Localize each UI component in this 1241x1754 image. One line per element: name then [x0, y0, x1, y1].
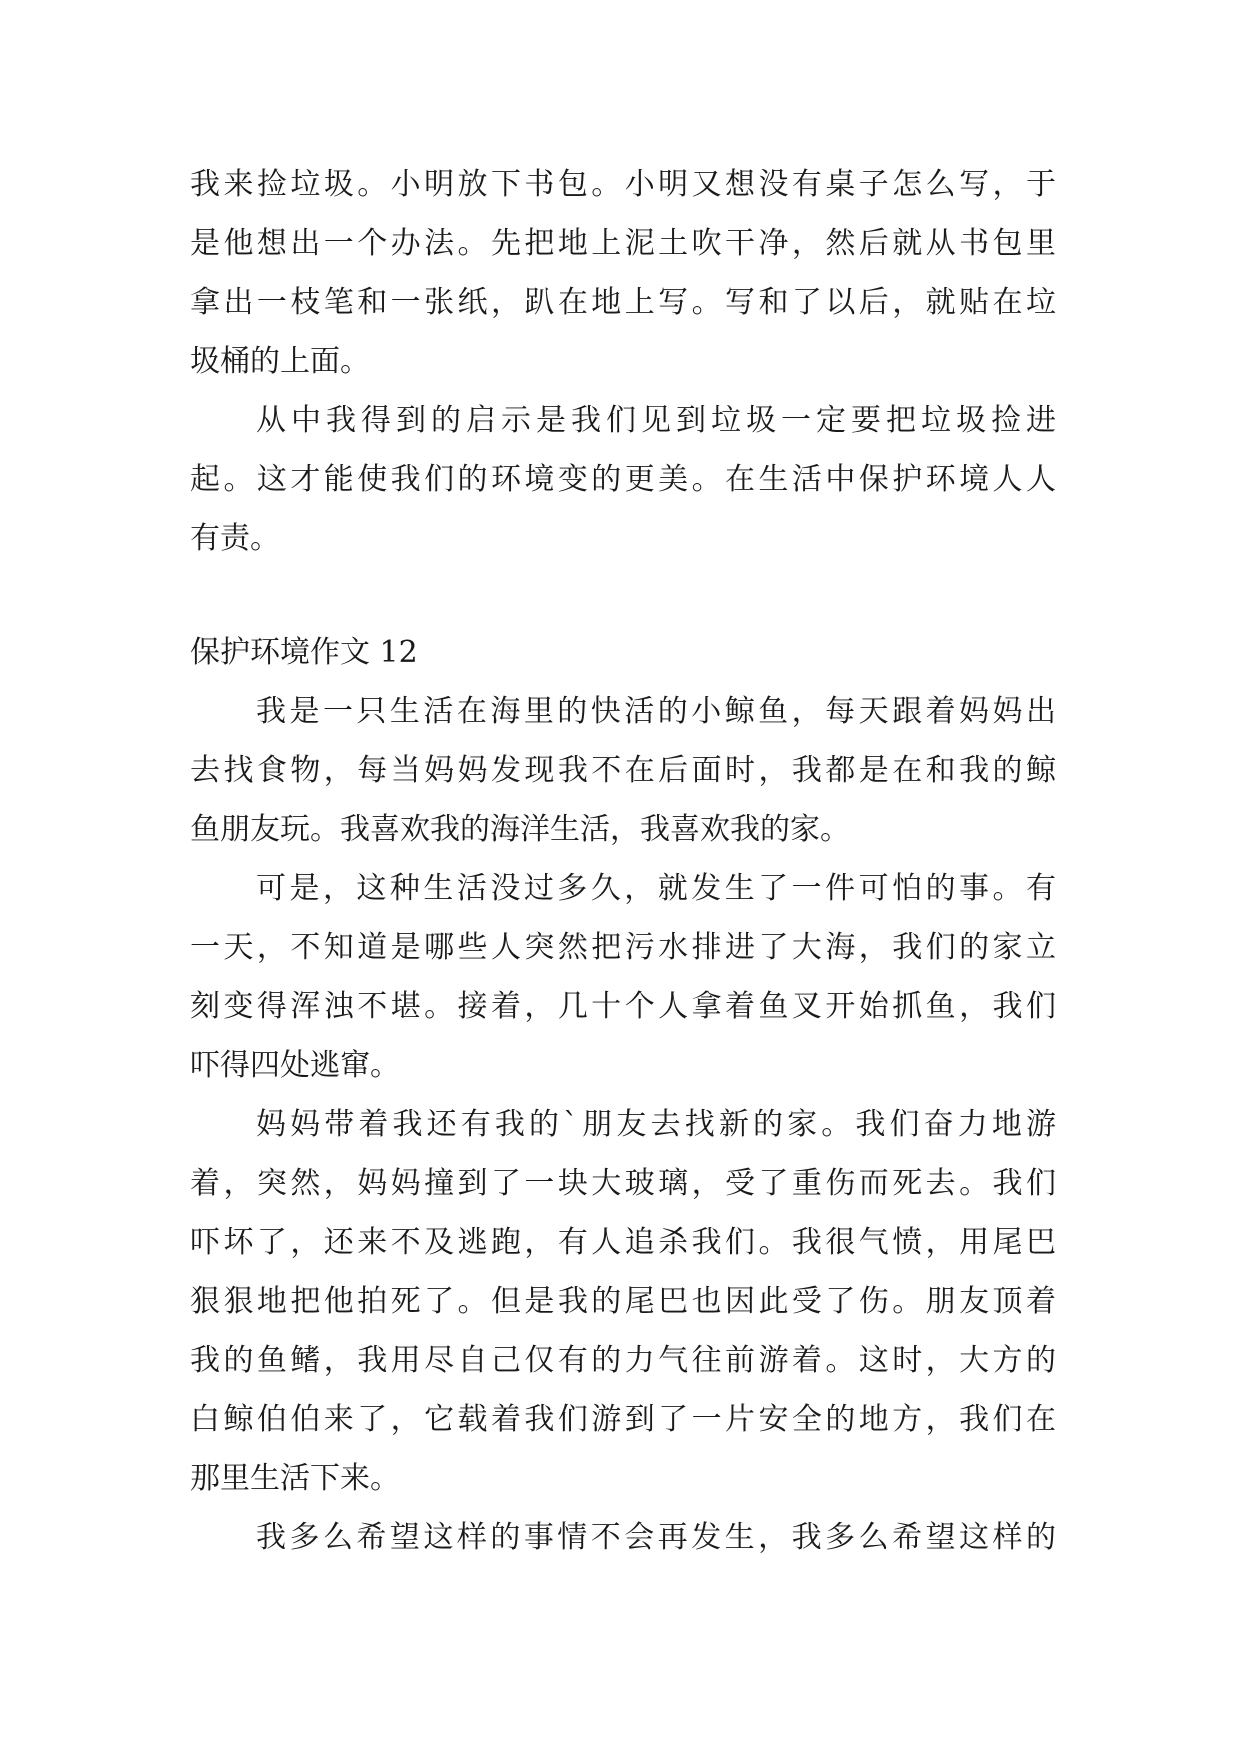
paragraph-first-line: 我多么希望这样的事情不会再发生，我多么希望这样的	[256, 1520, 1056, 1555]
text-line: 着，突然，妈妈撞到了一块大玻璃，受了重伤而死去。我们	[190, 1166, 1056, 1201]
text-line: 刻变得浑浊不堪。接着，几十个人拿着鱼叉开始抓鱼，我们	[190, 989, 1056, 1024]
paragraph-first-line: 妈妈带着我还有我的`朋友去找新的家。我们奋力地游	[256, 1107, 1056, 1142]
text-line: 一天，不知道是哪些人突然把污水排进了大海，我们的家立	[190, 930, 1056, 965]
text-line: 我的鱼鳍，我用尽自己仅有的力气往前游着。这时，大方的	[190, 1343, 1056, 1378]
section-heading: 保护环境作文 12	[190, 635, 418, 670]
text-line: 那里生活下来。	[190, 1461, 400, 1496]
text-line: 狠狠地把他拍死了。但是我的尾巴也因此受了伤。朋友顶着	[190, 1284, 1056, 1319]
text-line: 我来捡垃圾。小明放下书包。小明又想没有桌子怎么写，于	[190, 167, 1056, 202]
paragraph-first-line: 可是，这种生活没过多久，就发生了一件可怕的事。有	[256, 871, 1056, 906]
text-line: 吓坏了，还来不及逃跑，有人追杀我们。我很气愤，用尾巴	[190, 1225, 1056, 1260]
text-line: 鱼朋友玩。我喜欢我的海洋生活，我喜欢我的家。	[190, 812, 850, 847]
text-line: 白鲸伯伯来了，它载着我们游到了一片安全的地方，我们在	[190, 1402, 1056, 1437]
text-line: 是他想出一个办法。先把地上泥土吹干净，然后就从书包里	[190, 226, 1056, 261]
text-line: 吓得四处逃窜。	[190, 1048, 400, 1083]
text-line: 圾桶的上面。	[190, 344, 370, 379]
text-line: 拿出一枝笔和一张纸，趴在地上写。写和了以后，就贴在垃	[190, 285, 1056, 320]
text-line: 有责。	[190, 521, 280, 556]
text-line: 起。这才能使我们的环境变的更美。在生活中保护环境人人	[190, 462, 1056, 497]
text-line: 去找食物，每当妈妈发现我不在后面时，我都是在和我的鲸	[190, 753, 1056, 788]
paragraph-first-line: 我是一只生活在海里的快活的小鲸鱼，每天跟着妈妈出	[256, 694, 1056, 729]
paragraph-first-line: 从中我得到的启示是我们见到垃圾一定要把垃圾捡进	[256, 403, 1056, 438]
